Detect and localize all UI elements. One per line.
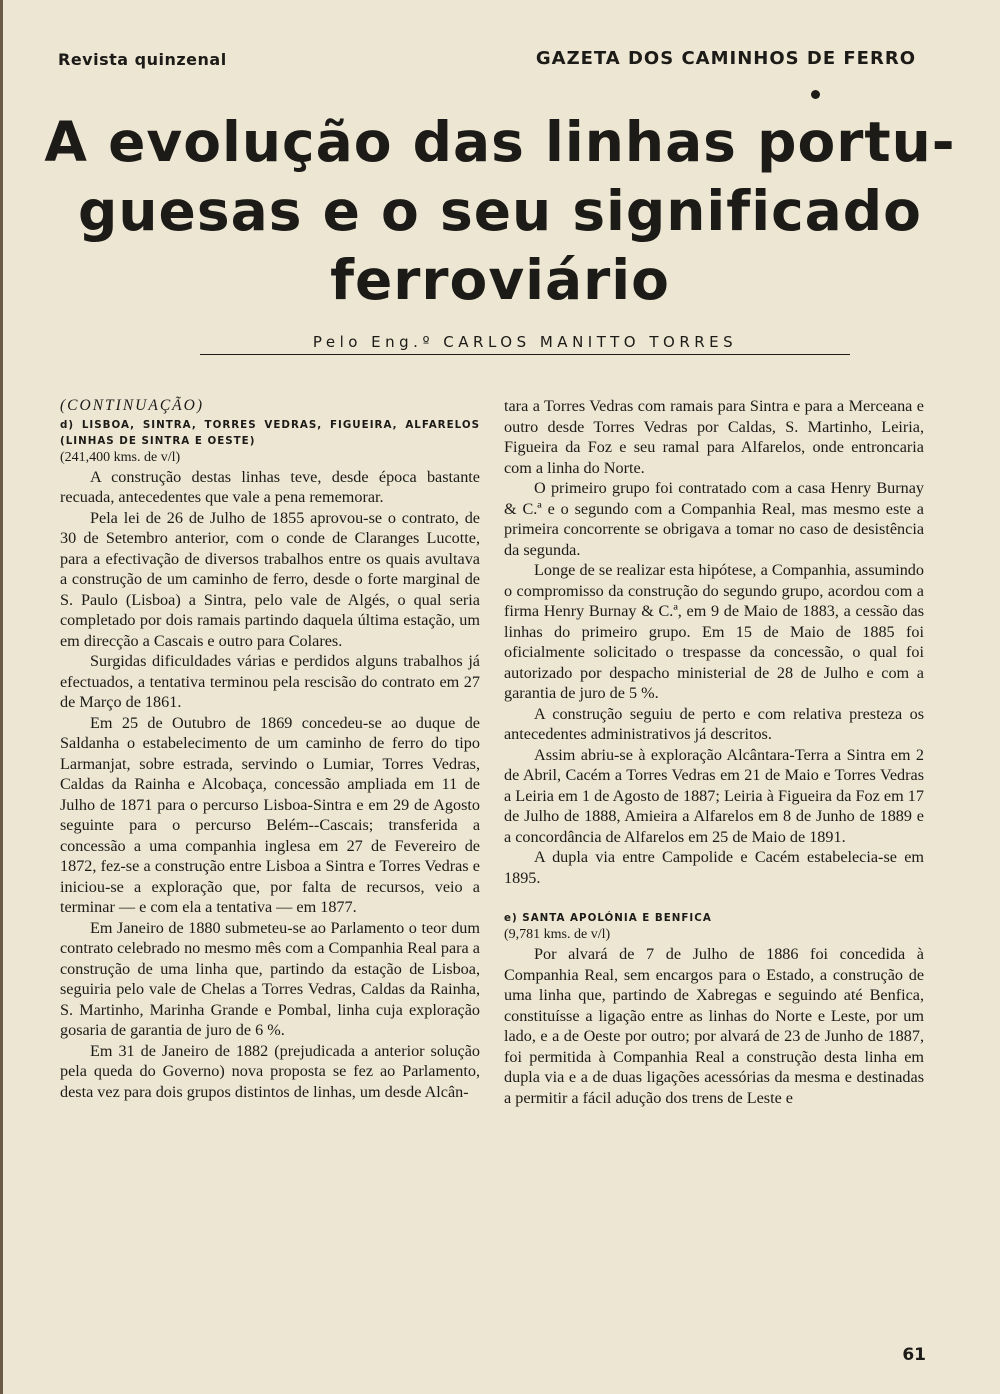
column-right — [504, 396, 924, 1108]
running-header-right: GAZETA DOS CAMINHOS DE FERRO — [535, 48, 916, 69]
section-d-subheading: (241,400 kms. de v/l) — [60, 449, 181, 465]
paragraph: Em Janeiro de 1880 submeteu-se ao Parlamento o teor dum contrato celebrado no mesmo mês com a Companhia Real para a construção de uma linha que, partindo da estação de Lisboa, seguiria pelo vale de Chelas a Torres Vedras, Caldas da Rainha, S. Martinho, Marinha Grande e Pombal, linha cuja exploração gosaria de garantia de juro de 6 %. — [60, 918, 480, 1039]
paragraph: tara a Torres Vedras com ramais para Sintra e para a Merceana e outro desde Torres Vedras por Caldas, S. Martinho, Leiria, Figueira da Foz e seu ramal para Alfarelos, onde entroncaria com a linha do Norte. — [504, 397, 924, 477]
paragraph: Surgidas dificuldades várias e perdidos alguns trabalhos já efectuados, a tentativa terminou pela rescisão do contrato em 27 de Março de 1861. — [60, 652, 480, 711]
paragraph: A dupla via entre Campolide e Cacém estabelecia-se em 1895. — [504, 848, 924, 887]
section-e-subheading: (9,781 kms. de v/l) — [504, 927, 611, 942]
paragraph: A construção seguiu de perto e com relativa presteza os antecedentes administrativos já descritos. — [504, 704, 924, 743]
byline: Pelo Eng.º CARLOS MANITTO TORRES — [200, 333, 850, 355]
paragraph: Pela lei de 26 de Julho de 1855 aprovou-se o contrato, de 30 de Setembro anterior, com o conde de Claranges Lucotte, para a efectivação de diversos trabalhos entre os quais avultava a construção de um caminho de ferro, desde o forte marginal de S. Paulo (Lisboa) a Sintra, pelo vale de Algés, o qual seria completado por dois ramais partindo daquela última estação, um em direcção a Cascais e outro para Colares. — [60, 508, 480, 650]
section-e-heading: e) SANTA APOLÓNIA E BENFICA — [504, 912, 712, 924]
continuation-label: (CONTINUAÇÃO) — [60, 397, 204, 414]
bullet-mark — [811, 90, 820, 99]
page-number: 61 — [902, 1345, 926, 1365]
section-d-heading: d) LISBOA, SINTRA, TORRES VEDRAS, FIGUEIRA, ALFARELOS (LINHAS DE SINTRA E OESTE) — [60, 418, 480, 447]
paragraph: O primeiro grupo foi contratado com a casa Henry Burnay & C.ª e o segundo com a Companhia Real, mas mesmo este a primeira concorrente se obrigava a tomar no caso de desistência da segunda. — [504, 479, 924, 559]
title-line-2: guesas e o seu significado — [78, 179, 922, 243]
title-line-3: ferroviário — [330, 248, 670, 312]
page-edge-shadow — [0, 0, 3, 1394]
article-title — [40, 108, 960, 315]
column-left — [60, 396, 480, 1102]
paragraph: Em 31 de Janeiro de 1882 (prejudicada a anterior solução pela queda do Governo) nova proposta se fez ao Parlamento, desta vez para dois grupos distintos de linhas, um desde Alcân- — [60, 1041, 480, 1101]
paragraph: A construção destas linhas teve, desde época bastante recuada, antecedentes que vale a pena rememorar. — [60, 467, 480, 506]
paragraph: Por alvará de 7 de Julho de 1886 foi concedida à Companhia Real, sem encargos para o Estado, a construção de uma linha que, partindo de Xabregas e seguindo até Benfica, constituísse a ligação entre as linhas do Norte e Leste, por um lado, e a de Oeste por outro; por alvará de 23 de Junho de 1887, foi permitida à Companhia Real a construção desta linha em dupla via e a de duas ligações acessórias da mesma e destinadas a permitir a fácil adução dos trens de Leste e — [504, 945, 924, 1107]
paragraph: Longe de se realizar esta hipótese, a Companhia, assumindo o compromisso da construção do segundo grupo, acordou com a firma Henry Burnay & C.ª, em 9 de Maio de 1883, a cessão das linhas do primeiro grupo. Em 15 de Maio de 1885 foi oficialmente solicitado o trespasse da concessão, o qual foi autorizado por despacho ministerial de 28 de Julho e com a garantia de juro de 5 %. — [504, 561, 924, 702]
paragraph: Assim abriu-se à exploração Alcântara-Terra a Sintra em 2 de Abril, Cacém a Torres Vedras em 21 de Maio e Torres Vedras a Leiria em 1 de Agosto de 1887; Leiria à Figueira da Foz em 17 de Julho de 1888, Amieira a Alfarelos em 8 de Junho de 1889 e a concordância de Alfarelos em 25 de Maio de 1891. — [504, 745, 924, 846]
title-line-1: A evolução das linhas portu- — [44, 110, 956, 174]
section-gap — [504, 888, 924, 910]
paragraph: Em 25 de Outubro de 1869 concedeu-se ao duque de Saldanha o estabelecimento de um caminho de ferro do tipo Larmanjat, sobre estrada, servindo o Lumiar, Torres Vedras, Caldas da Rainha e Alcobaça, concessão ampliada em 11 de Julho de 1871 para o percurso Lisboa-Sintra e em 29 de Agosto seguinte para o percurso Belém--Cascais; transferida a concessão a uma companhia inglesa em 27 de Fevereiro de 1872, fez-se a construção entre Lisboa a Sintra e Torres Vedras e iniciou-se a exploração que, por falta de recursos, veio a terminar — e com ela a tentativa — em 1877. — [60, 713, 480, 916]
running-header-left: Revista quinzenal — [58, 50, 227, 69]
